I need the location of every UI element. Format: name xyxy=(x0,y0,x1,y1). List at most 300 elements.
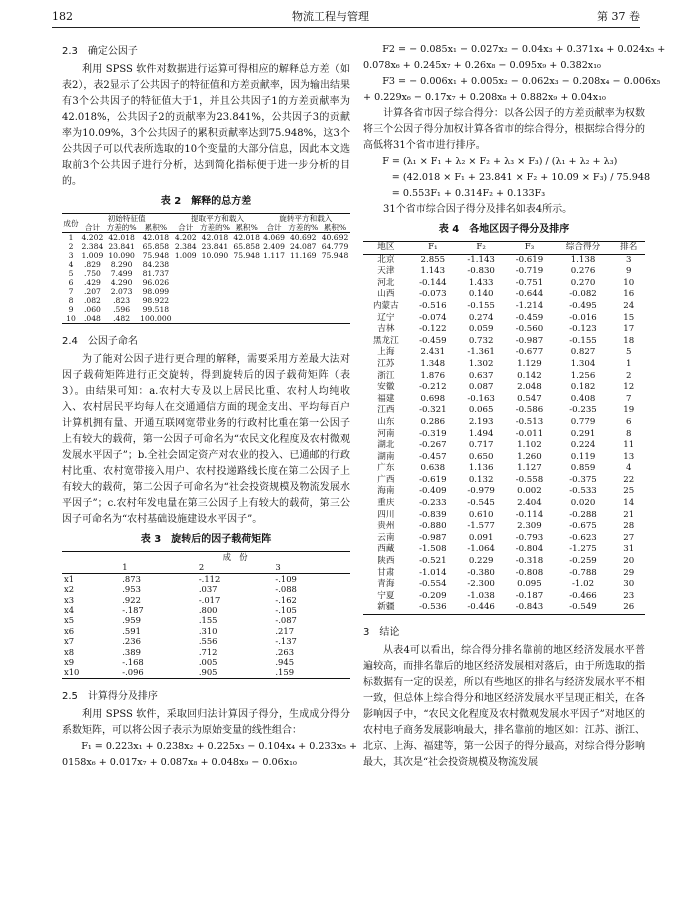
table-cell: 0.059 xyxy=(468,324,494,335)
table-row xyxy=(62,287,350,296)
table-cell: 0.087 xyxy=(468,382,494,393)
table-cell: 42.018 xyxy=(142,233,170,242)
table-cell: 河南 xyxy=(377,428,395,439)
table-cell: -0.554 xyxy=(419,579,447,590)
section-3-title: 3 结论 xyxy=(363,627,400,638)
table-cell: 山西 xyxy=(377,289,395,300)
table-cell: .953 xyxy=(122,584,141,595)
table-cell: -0.466 xyxy=(569,590,597,601)
table-row xyxy=(363,579,645,591)
table-row xyxy=(363,405,645,417)
table-cell xyxy=(198,305,232,314)
table-cell: -1.143 xyxy=(467,254,495,265)
table-cell: 上海 xyxy=(377,347,395,358)
table-cell: .800 xyxy=(198,605,218,616)
table-cell: -0.073 xyxy=(419,289,447,300)
table-cell xyxy=(232,314,262,324)
table-cell: -1.275 xyxy=(569,544,597,555)
table-cell: -0.830 xyxy=(467,266,495,277)
table-cell: -0.560 xyxy=(515,324,544,335)
table-cell: 0.091 xyxy=(468,532,494,543)
table-cell: 30 xyxy=(623,579,635,590)
table-cell: 2.384 xyxy=(81,242,104,251)
table4-header: 综合得分 xyxy=(565,242,601,252)
table-cell: 3 xyxy=(68,251,74,260)
table-cell: 0.119 xyxy=(570,451,596,462)
table-row xyxy=(62,233,350,243)
table-cell: -0.288 xyxy=(569,509,597,520)
table-row xyxy=(62,615,350,625)
table-cell xyxy=(286,278,320,287)
table-cell: -0.843 xyxy=(515,602,544,613)
table-cell: 27 xyxy=(623,532,635,543)
table2-caption: 表 2 解释的总方差 xyxy=(160,196,252,207)
table-cell: -1.577 xyxy=(467,521,495,532)
table-cell: 75.948 xyxy=(321,251,349,260)
table-cell xyxy=(173,296,198,305)
table-cell xyxy=(320,296,350,305)
table-cell: 14 xyxy=(623,498,635,509)
table4-header: 地区 xyxy=(377,242,395,252)
table-cell xyxy=(320,269,350,278)
table-cell: .037 xyxy=(198,584,218,595)
table-cell: -1.361 xyxy=(467,347,495,358)
table-cell: .207 xyxy=(83,287,101,296)
table-cell: 10.090 xyxy=(108,251,135,260)
table-cell xyxy=(262,314,287,324)
formula-f3-line1: F3 = − 0.006x₁ + 0.005x₂ − 0.062x₃ − 0.208x₄ − 0.006x₅ xyxy=(382,76,661,87)
table-cell: -0.788 xyxy=(569,567,597,578)
table-cell xyxy=(198,287,232,296)
table-cell: -0.545 xyxy=(467,498,495,509)
table-cell: -.088 xyxy=(275,584,297,595)
table2-subheader: 方差的% xyxy=(288,223,319,232)
table-cell: 贵州 xyxy=(377,521,395,532)
table-cell: 安徽 xyxy=(377,382,395,393)
table-cell: 10 xyxy=(66,314,76,323)
table-cell: -0.586 xyxy=(515,405,544,416)
table-cell: 0.229 xyxy=(468,556,494,567)
formula-f2-line2: 0.078x₆ + 0.245x₇ + 0.26x₈ − 0.095x₉ + 0.382x₁₀ xyxy=(363,60,601,71)
table-cell: -0.259 xyxy=(569,556,597,567)
table-cell: -0.318 xyxy=(515,556,544,567)
table-cell: 0.408 xyxy=(570,393,596,404)
table-cell: .556 xyxy=(198,636,218,647)
table-cell: 4 xyxy=(68,260,74,269)
table-row xyxy=(62,626,350,636)
table-cell: .905 xyxy=(198,667,218,678)
table-row xyxy=(363,382,645,394)
table-cell: 1.102 xyxy=(517,440,542,451)
table2-col0: 成份 xyxy=(63,218,79,228)
formula-f-line3: = 0.553F₁ + 0.314F₂ + 0.133F₃ xyxy=(391,188,546,199)
table-cell: -0.267 xyxy=(419,440,447,451)
table-cell: 20 xyxy=(623,556,635,567)
table2-subheader: 累积% xyxy=(144,223,168,232)
table-cell: 四川 xyxy=(377,509,395,520)
table-cell: 96.026 xyxy=(142,278,170,287)
table-row xyxy=(363,533,645,545)
table-cell: x1 xyxy=(64,573,75,584)
table-row xyxy=(62,584,350,594)
table-cell: -0.155 xyxy=(569,335,597,346)
table-cell: -0.114 xyxy=(515,509,544,520)
table-cell: -.105 xyxy=(275,605,297,616)
table4 xyxy=(363,241,645,615)
table-cell: 1 xyxy=(625,358,632,369)
table-cell: 广东 xyxy=(377,463,395,474)
table-cell: 7 xyxy=(625,393,632,404)
table-cell: -.137 xyxy=(275,636,297,647)
table-cell: .750 xyxy=(83,269,101,278)
table2-subheader: 方差的% xyxy=(199,223,230,232)
table2-subheader: 合计 xyxy=(84,223,101,232)
table-row xyxy=(62,657,350,667)
table-cell: x9 xyxy=(64,657,75,668)
table3-group: 成 份 xyxy=(222,552,248,562)
table-row xyxy=(363,556,645,568)
table-cell: .389 xyxy=(122,646,141,657)
table-cell: 2.309 xyxy=(517,521,542,532)
table-cell xyxy=(286,296,320,305)
table-cell: 1.433 xyxy=(468,277,494,288)
table-cell: 8 xyxy=(68,296,74,305)
table-cell xyxy=(262,287,287,296)
table-row xyxy=(363,498,645,510)
table-cell xyxy=(262,278,287,287)
table-cell: .959 xyxy=(122,615,141,626)
table-cell: -0.235 xyxy=(569,405,597,416)
table-cell: 1.127 xyxy=(517,463,542,474)
table2-subheader: 合计 xyxy=(178,223,194,232)
table-cell: -0.677 xyxy=(515,347,544,358)
table-cell: 2.855 xyxy=(420,254,446,265)
table4-intro: 31个省市综合因子得分及排名如表4所示。 xyxy=(383,204,573,215)
table-cell: x2 xyxy=(64,584,75,595)
table-cell: 75.948 xyxy=(233,251,260,260)
table-cell: -0.074 xyxy=(419,312,447,323)
table-cell xyxy=(232,269,262,278)
table-cell: 31 xyxy=(623,544,635,555)
page-number: 182 xyxy=(52,10,73,23)
table-row xyxy=(363,278,645,290)
table3 xyxy=(62,551,350,679)
table-cell: x5 xyxy=(64,615,75,626)
table-cell xyxy=(198,278,232,287)
table-row xyxy=(62,242,350,251)
table2-group: 初始特征值 xyxy=(107,214,146,223)
table-cell: 0.142 xyxy=(517,370,542,381)
table-cell: .310 xyxy=(198,625,218,636)
table-cell: 42.018 xyxy=(108,233,135,242)
table-cell xyxy=(232,278,262,287)
section-2-3-body: 利用 SPSS 软件对数据进行运算可得相应的解释总方差（如表2），表2显示了公共因子的特征值和方差贡献率，因为输出结果有3个公共因子的特征值大于1，并且公共因子1的方差贡献率为42.018%，公共因子2的贡献率为23.841%，公共因子3的贡献率为10.09%，3个公共因子的累积贡献率达到75.948%，这3个公共因子可以代表所选取的10个变量的大部分信息，因此本文选取前3个公共因子进行分析，达到简化指标便于进一步分析的目的。 xyxy=(62,64,350,187)
table4-header: F₂ xyxy=(476,242,486,252)
table-cell: 福建 xyxy=(377,393,395,404)
table-cell: 5 xyxy=(625,347,632,358)
table-cell: -0.513 xyxy=(515,416,544,427)
table-cell: x6 xyxy=(64,625,75,636)
table-row xyxy=(62,269,350,278)
table-row xyxy=(363,440,645,452)
table-cell: 98.099 xyxy=(142,287,170,296)
table-cell: 42.018 xyxy=(201,233,229,242)
table-cell xyxy=(286,269,320,278)
table-cell: 2.384 xyxy=(174,242,197,251)
table-cell: 65.858 xyxy=(142,242,170,251)
table-cell: 17 xyxy=(623,324,635,335)
table-row xyxy=(62,595,350,605)
table-row xyxy=(363,254,645,266)
table-cell: 西藏 xyxy=(377,544,395,555)
table-cell: -0.380 xyxy=(467,567,495,578)
table-cell: 42.018 xyxy=(233,233,260,242)
table2-group: 提取平方和载入 xyxy=(190,214,245,223)
table-cell xyxy=(198,269,232,278)
table-cell xyxy=(262,305,287,314)
table-cell: .263 xyxy=(275,646,295,657)
table-cell: 0.732 xyxy=(468,335,494,346)
table-cell: 2 xyxy=(68,242,74,251)
table-cell: 4 xyxy=(625,463,632,474)
table-cell: 5 xyxy=(68,269,74,278)
table-cell: 河北 xyxy=(377,277,395,288)
table-cell: 3 xyxy=(625,254,632,265)
table-cell: 75.948 xyxy=(142,251,170,260)
table-cell: 江西 xyxy=(377,405,395,416)
table-cell: 2.431 xyxy=(420,347,446,358)
table-cell: .217 xyxy=(275,625,295,636)
table-cell xyxy=(286,314,320,324)
table-cell: -1.014 xyxy=(419,567,447,578)
table2 xyxy=(62,213,350,324)
table-cell: 10 xyxy=(623,277,635,288)
table-cell: 宁夏 xyxy=(377,590,395,601)
table-cell: -0.644 xyxy=(515,289,544,300)
table-cell: 海南 xyxy=(377,486,395,497)
table-row xyxy=(363,324,645,336)
table-cell: 0.020 xyxy=(570,498,596,509)
table-cell: -.087 xyxy=(275,615,297,626)
table-cell: -0.839 xyxy=(419,509,447,520)
table-cell: .922 xyxy=(122,594,141,605)
table-cell xyxy=(320,278,350,287)
table-cell: 9 xyxy=(625,266,632,277)
table2-subheader: 合计 xyxy=(266,223,282,232)
table-cell: 40.692 xyxy=(321,233,349,242)
table-cell xyxy=(286,260,320,269)
table-cell: 84.238 xyxy=(142,260,170,269)
table-cell: 新疆 xyxy=(377,602,395,613)
table-cell: -0.808 xyxy=(515,567,544,578)
table-cell: -0.619 xyxy=(515,254,544,265)
table-cell: x10 xyxy=(64,667,80,678)
formula-f3-line2: + 0.229x₆ − 0.17x₇ + 0.208x₈ + 0.882x₉ + 0.04x₁₀ xyxy=(363,92,606,103)
table-cell: 40.692 xyxy=(289,233,317,242)
table-cell xyxy=(173,278,198,287)
right-column xyxy=(363,42,666,771)
table-row xyxy=(363,463,645,475)
table-cell: 1.136 xyxy=(468,463,494,474)
table3-col: 1 xyxy=(122,562,128,573)
table-cell: -0.495 xyxy=(569,300,597,311)
table-cell: -0.187 xyxy=(515,590,544,601)
table-cell: -1.02 xyxy=(572,579,595,590)
table-cell: -0.163 xyxy=(467,393,495,404)
table-cell: 22 xyxy=(623,474,635,485)
table-cell: -0.319 xyxy=(419,428,447,439)
table-cell: 0.270 xyxy=(570,277,596,288)
table-cell: 11.169 xyxy=(289,251,317,260)
table-cell: -0.675 xyxy=(569,521,597,532)
table-cell: 19 xyxy=(623,405,635,416)
table-cell: 0.274 xyxy=(468,312,494,323)
table4-caption: 表 4 各地区因子得分及排序 xyxy=(438,224,570,235)
table3-caption: 表 3 旋转后的因子载荷矩阵 xyxy=(140,534,272,545)
table-cell: x8 xyxy=(64,646,75,657)
table-cell: 0.827 xyxy=(570,347,596,358)
table-cell: -0.459 xyxy=(419,335,447,346)
table3-col: 2 xyxy=(198,562,205,573)
table-cell: -.096 xyxy=(122,667,144,678)
table-cell: .596 xyxy=(113,305,131,314)
table-cell: 2.404 xyxy=(517,498,542,509)
section-2-5-title: 2.5 计算得分及排序 xyxy=(62,690,158,702)
table-row xyxy=(363,347,645,359)
section-2-3-title: 2.3 确定公因子 xyxy=(62,46,138,57)
table-cell: -0.457 xyxy=(419,451,447,462)
table-cell: 4.069 xyxy=(263,233,285,242)
table-row xyxy=(363,602,645,614)
section-2-5-body: 利用 SPSS 软件，采取回归法计算因子得分，生成成分得分系数矩阵，可以将公因子表示为原始变量的线性组合： xyxy=(62,708,350,736)
table-cell: 23.841 xyxy=(201,242,229,251)
table-cell: 陕西 xyxy=(377,556,395,567)
table-cell: 1.009 xyxy=(81,251,104,260)
table-cell: -0.804 xyxy=(515,544,544,555)
table-row xyxy=(62,636,350,646)
table-cell: -.017 xyxy=(198,594,221,605)
table-row xyxy=(363,475,645,487)
composite-score-paragraph: 计算各省市因子综合得分：以各公因子的方差贡献率为权数将三个公因子得分加权计算各省市的综合得分，根据综合得分的高低将31个省市进行排序。 xyxy=(363,108,645,151)
table-cell: 1 xyxy=(68,233,74,242)
table-cell: 0.286 xyxy=(420,416,446,427)
table-cell: 0.859 xyxy=(570,463,596,474)
table-cell: -0.536 xyxy=(419,602,447,613)
table-cell: -0.521 xyxy=(419,556,447,567)
table-cell: 2.048 xyxy=(517,382,542,393)
table-cell: 99.518 xyxy=(142,305,170,314)
table-cell: .429 xyxy=(83,278,101,287)
table-cell: -0.011 xyxy=(515,428,544,439)
table2-subheader: 方差的% xyxy=(106,223,137,232)
table-row xyxy=(363,544,645,556)
table-cell xyxy=(320,305,350,314)
table-cell: x7 xyxy=(64,636,75,647)
table-cell: -0.751 xyxy=(515,277,544,288)
table-cell: -0.549 xyxy=(569,602,597,613)
table-cell: -0.409 xyxy=(419,486,447,497)
table-row xyxy=(363,417,645,429)
journal-title: 物流工程与管理 xyxy=(292,10,369,23)
table-cell: -0.321 xyxy=(419,405,447,416)
table-cell: -.162 xyxy=(275,594,297,605)
table-cell: 0.547 xyxy=(517,393,542,404)
table-cell: .236 xyxy=(122,636,141,647)
table-cell: 浙江 xyxy=(377,370,395,381)
table-cell: -.187 xyxy=(122,605,144,616)
table-cell xyxy=(173,305,198,314)
left-column xyxy=(62,42,358,771)
table-row xyxy=(363,289,645,301)
table-cell: 0.291 xyxy=(570,428,596,439)
table-cell: 1.302 xyxy=(468,358,494,369)
table4-header: 排名 xyxy=(620,242,638,252)
table-cell: 1.348 xyxy=(420,358,446,369)
table-row xyxy=(363,394,645,406)
table-cell: 重庆 xyxy=(377,498,395,509)
table-cell: -0.016 xyxy=(569,312,597,323)
table-cell: 24 xyxy=(623,300,635,311)
table-cell: .060 xyxy=(83,305,101,314)
table-cell xyxy=(262,269,287,278)
table-cell: 0.650 xyxy=(468,451,494,462)
table2-group: 旋转平方和载入 xyxy=(279,214,333,223)
table-cell: 2.193 xyxy=(468,416,494,427)
table-cell xyxy=(173,287,198,296)
table-cell: -0.155 xyxy=(467,300,495,311)
table-row xyxy=(62,305,350,314)
table-cell: 0.637 xyxy=(468,370,494,381)
table-cell: 1.876 xyxy=(420,370,446,381)
table-cell: 内蒙古 xyxy=(372,300,399,311)
table-cell xyxy=(198,314,232,324)
table-cell: .082 xyxy=(83,296,101,305)
table-cell: 6 xyxy=(68,278,74,287)
table-cell: -0.144 xyxy=(419,277,447,288)
table-row xyxy=(62,278,350,287)
table2-subheader: 累积% xyxy=(235,223,258,232)
table-cell: -0.623 xyxy=(569,532,597,543)
table-cell xyxy=(262,260,287,269)
table-cell: -0.459 xyxy=(515,312,544,323)
table-cell: 青海 xyxy=(377,579,395,590)
table-cell: 1.138 xyxy=(570,254,596,265)
table-cell: 1.494 xyxy=(468,428,494,439)
table2-subheader: 累积% xyxy=(323,223,347,232)
table-row xyxy=(62,260,350,269)
table-cell: 16 xyxy=(623,289,635,300)
table-cell: -0.719 xyxy=(515,266,544,277)
table-cell: 0.182 xyxy=(570,382,596,393)
table-row xyxy=(363,452,645,464)
table-cell: 1.117 xyxy=(263,251,285,260)
table-cell: .823 xyxy=(113,296,131,305)
table-cell: -0.533 xyxy=(569,486,597,497)
table-cell: -0.123 xyxy=(569,324,597,335)
table-cell: 23 xyxy=(623,590,635,601)
table-cell: .005 xyxy=(198,657,218,668)
table-cell: 湖北 xyxy=(377,440,395,451)
table-cell: 0.002 xyxy=(517,486,542,497)
table-cell: .712 xyxy=(198,646,218,657)
table-cell: 64.779 xyxy=(321,242,349,251)
table-cell: 1.260 xyxy=(517,451,542,462)
table-cell xyxy=(320,287,350,296)
table-cell: 26 xyxy=(623,602,635,613)
table-cell: -0.212 xyxy=(419,382,447,393)
table-cell: .873 xyxy=(122,573,141,584)
table-cell: 23.841 xyxy=(108,242,135,251)
